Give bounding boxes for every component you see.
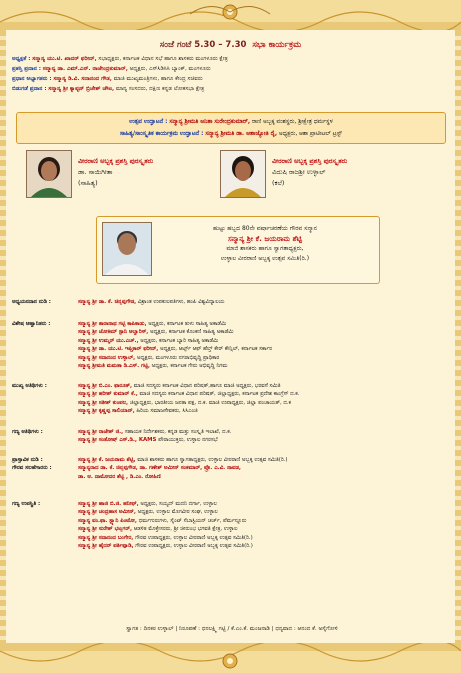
row-name: ಸನ್ಮಾನ್ಯ ಶ್ರೀ ಬಿ.ಎಂ. ಫಾರೂಕ್, (78, 383, 133, 389)
row-detail: ಜಿಲ್ಲಾಧ್ಯಕ್ಷರು, ಭಾರತೀಯ ಜನತಾ ಪಕ್ಷ, ದ.ಕ. ಮಾಜಿ ಉಪಾಧ್ಯಕ್ಷರು, ಜಿಲ್ಲಾ ಪಂಚಾಯತ್, ದ.ಕ (128, 399, 291, 406)
row-name: ಸನ್ಮಾನ್ಯ ಶ್ರೀ ಹರೀಶ್ ಕುಮಾರ್ ಕೆ., (78, 391, 138, 398)
row-detail: ಅಧ್ಯಕ್ಷರು, ಆರ್ಟ್ಸ್ ಆಫ್ ಹೆಲ್ತ್ ಕೇರ್ ಕೌನ್ಸಿಲ್, ಕರ್ನಾಟಕ ಸರ್ಕಾರ (158, 346, 272, 353)
row-name: ಸನ್ಮಾನ್ಯ ಡಿ.ವಿ. ಸದಾನಂದ ಗೌಡ, (53, 76, 112, 82)
row-name: ಸನ್ಮಾನ್ಯ ಡಾ. ಎಮ್.ಎನ್. ರಾಜೇಂದ್ರಕುಮಾರ್, (42, 66, 128, 72)
honoree-photo (102, 222, 152, 276)
row-name: ಸನ್ಮಾನ್ಯ ಶ್ರೀ ಕ್ಯಾಪ್ಟನ್ ಬ್ರಿಜೇಶ್ ಚೌಟ, (48, 86, 115, 92)
row-detail: ಗೌರವ ಉಪಾಧ್ಯಕ್ಷರು, ಉಳ್ಳಾಲ ವೀರರಾಣಿ ಅಬ್ಬಕ್ಕ ಉತ್ಸವ ಸಮಿತಿ(ರಿ.) (133, 543, 253, 550)
awardee-name: ವಿದುಷಿ ರಾಜಶ್ರೀ ಉಳ್ಳಾಲ್ (272, 168, 326, 176)
list-item (12, 328, 452, 336)
row-detail: ಅಧ್ಯಕ್ಷರು, ಸಯ್ಯದ್ ಮದನಿ ದರ್ಗಾ, ಉಳ್ಳಾಲ (138, 501, 217, 507)
row-label: ಪ್ರಧಾನ ಅಭ್ಯಾಗತರು : (12, 76, 52, 82)
row-label: ಅಧ್ಯಕ್ಷತೆ : (12, 56, 31, 62)
row-label (12, 517, 78, 525)
row-detail: ಧರ್ಮಗುರುಗಳು, ಸೈಂಟ್ ಸೆಬಾಸ್ಟಿಯನ್ ಚರ್ಚ್, ಪೆರ್ಮನ್ನೂರು (136, 517, 247, 524)
row-label (12, 328, 78, 336)
row-name: ಸನ್ಮಾನ್ಯ ಶ್ರೀಮತಿ ಮಮತಾ ಡಿ.ಎಸ್. ಗಟ್ಟಿ, (78, 363, 150, 370)
section-prastavika (12, 456, 452, 481)
row-name: ಸನ್ಮಾನ್ಯ ಶ್ರೀ ರಾಜೇಶ್ ಜಿ., (78, 429, 124, 435)
row-name: ಸನ್ಮಾನ್ಯ ಶ್ರೀ ಸುರೇಶ್ ಭಟ್ನಗರ್, (78, 526, 132, 533)
row-name: ಸನ್ಮಾನ್ಯ ಶ್ರೀ ಸತೀಶ್ ಕುಂಪಲ, (78, 399, 129, 406)
row-detail: ಮಾನ್ಯ ಸಂಸದರು, ದಕ್ಷಿಣ ಕನ್ನಡ ಲೋಕಸಭಾ ಕ್ಷೇತ್ರ (114, 86, 205, 92)
honoree-name: ಸನ್ಮಾನ್ಯ ಶ್ರೀ ಕೆ. ಜಯರಾಮ ಶೆಟ್ಟಿ (227, 234, 303, 243)
list-item (12, 354, 452, 362)
row-detail: ಹಿರಿಯ ಸಮಾಜಸೇವಕರು, ಸಿಸಿಎಂಜಿ (134, 408, 198, 415)
list-item (12, 542, 452, 550)
list-item (12, 298, 452, 306)
banner-row (17, 128, 445, 140)
row-detail: ಅಧ್ಯಕ್ಷರು, ಕರ್ನಾಟಕ ಕೊಂಕಣಿ ಸಾಹಿತ್ಯ ಅಕಾಡೆಮಿ (148, 329, 234, 336)
title-time: ಸಂಜೆ ಗಂಟೆ 5.30 – 7.30 (159, 40, 247, 50)
section-gannya (12, 428, 452, 445)
list-item (12, 54, 452, 64)
section-mukhya (12, 382, 452, 416)
list-item (12, 517, 452, 525)
row-name: ಸನ್ಮಾನ್ಯ ವಂ.ಫಾ. ಸ್ಟ್ಯಾನಿ ಪಿಂಟೋ, (78, 517, 137, 524)
row-detail: ಅಧ್ಯಕ್ಷರು, ಕರ್ನಾಟಕ ತುಳು ಸಾಹಿತ್ಯ ಅಕಾಡೆಮಿ (146, 321, 227, 327)
row-name: ಸನ್ಮಾನ್ಯ ಶ್ರೀ ಜೋಕಿಮ್ ಸ್ಟಾನಿ ಆಲ್ವಾರಿಸ್, (78, 329, 149, 336)
row-label: ಮುಖ್ಯ ಅತಿಥಿಗಳು : (12, 383, 47, 389)
list-item (12, 399, 452, 407)
honor-text (160, 224, 370, 264)
banner-detail: ಅಧ್ಯಕ್ಷರು, ಆಶಾ ಪ್ರಾಟೀಟಲ್ ಟ್ರಸ್ಟ್ (277, 131, 343, 137)
list-item (12, 74, 452, 84)
row-detail: ಮಾಜಿ ಶಾಸಕರು ಹಾಗೂ ಸ್ವಾಗತಾಧ್ಯಕ್ಷರು, ಉಳ್ಳಾಲ ವೀರರಾಣಿ ಅಬ್ಬಕ್ಕ ಉತ್ಸವ ಸಮಿತಿ(ರಿ.) (135, 457, 288, 463)
list-item (12, 390, 452, 398)
banner-name: ಸನ್ಮಾನ್ಯ ಶ್ರೀಮತಿ ಅನಿತಾ ಸುರೇಂದ್ರಕುಮಾರ್, (169, 119, 251, 125)
right-border (455, 30, 461, 643)
list-item (12, 362, 452, 370)
row-detail: ಅಧ್ಯಕ್ಷರು, ಮಂಗಳೂರು ನಗರಾಭಿವೃದ್ಧಿ ಪ್ರಾಧಿಕಾರ (135, 354, 220, 361)
row-name: ಸನ್ಮಾನ್ಯ ಶ್ರೀ ಸಂತೋಷ್ ಎಸ್.ಡಿ., KAMS (78, 437, 157, 444)
row-name: ಸನ್ಮಾನ್ಯ ಶ್ರೀ ಉಮ್ಮರ್ ಯು.ಎಚ್., (78, 337, 139, 344)
awardee-name: ಡಾ. ಸಾಯಿಗೀತಾ (78, 168, 113, 176)
row-label: ಗೌರವ ಸಲಹೆಗಾರರು : (12, 465, 52, 472)
honoree-role: ಮಾಜಿ ಶಾಸಕರು ಹಾಗೂ ಸ್ವಾಗತಾಧ್ಯಕ್ಷರು, (226, 245, 304, 252)
row-label (12, 354, 78, 362)
row-detail: ಮಾಜಿ ಸದಸ್ಯರು ಕರ್ನಾಟಕ ವಿಧಾನ ಪರಿಷತ್,ಹಾಗೂ ಮಾಜಿ ಅಧ್ಯಕ್ಷರು, ಭರವಸೆ ಸಮಿತಿ (132, 383, 281, 389)
section-gannya-upasthiti (12, 500, 452, 550)
awardee-photo-2 (220, 150, 266, 198)
row-detail: ಮಾಜಿ ಮುಖ್ಯಮಂತ್ರಿಗಳು, ಹಾಗೂ ಕೇಂದ್ರ ಸಚಿವರು (111, 76, 203, 82)
row-detail: ಅಧ್ಯಕ್ಷರು, ಉಳ್ಳಾಲ ಮೊಗವೀರ ಸಂಘ, ಉಳ್ಳಾಲ (135, 509, 218, 516)
row-label (12, 390, 78, 398)
row-label (12, 542, 78, 550)
award-info-2 (272, 156, 347, 189)
award-category: (ಸಾಹಿತ್ಯ) (78, 179, 98, 187)
list-item (12, 473, 452, 481)
row-detail: ವಿಶ್ರಾಂತ ಉಪಕುಲಪತಿಗಳು, ಹಂಪಿ ವಿಶ್ವವಿದ್ಯಾಲಯ (136, 299, 225, 305)
banner-label: ಸಾಹಿತ್ಯ/ಸಾಂಸ್ಕೃತಿಕ ಕಾರ್ಯಕ್ರಮ ಉದ್ಘಾಟನೆ : (119, 131, 204, 137)
list-item (12, 337, 452, 345)
row-detail: ಆಡಳಿತ ಮೊಕ್ತೇಸರರು, ಶ್ರೀ ಚೀರುಂಭ ಭಗವತಿ ಕ್ಷೇತ್ರ, ಉಳ್ಳಾಲ (132, 526, 238, 533)
list-item (12, 464, 452, 472)
row-name: ಸನ್ಮಾನ್ಯ ಶ್ರೀ ಹೈದರ್ ಪರ್ತಿಪ್ಪಾಡಿ, (78, 543, 134, 550)
award-category: (ಕಲೆ) (272, 179, 285, 187)
list-item (12, 84, 452, 94)
row-label: ಗಣ್ಯ ಅತಿಥಿಗಳು : (12, 429, 43, 435)
banner-row (17, 116, 445, 128)
row-name: ಸನ್ಮಾನ್ಯ ಶ್ರೀ ಡಾ. ಯು.ಟಿ. ಇಫ್ತಿಕಾರ್ ಫರೀದ್, (78, 346, 159, 353)
row-label: ಪ್ರಶಸ್ತಿ ಪ್ರದಾನ : (12, 66, 42, 72)
row-label (12, 525, 78, 533)
row-name: ಸನ್ಮಾನ್ಯ ಶ್ರೀ ತಾರಾನಾಥ ಗಟ್ಟಿ ಕಾಪಿಕಾಡು, (78, 321, 147, 327)
honoree-committee: ಉಳ್ಳಾಲ ವೀರರಾಣಿ ಅಬ್ಬಕ್ಕ ಉತ್ಸವ ಸಮಿತಿ(ರಿ.) (220, 255, 310, 262)
list-item (12, 407, 452, 415)
row-label (12, 534, 78, 542)
list-item (12, 320, 452, 328)
row-detail: ಮಾಜಿ ಸದಸ್ಯರು ಕರ್ನಾಟಕ ವಿಧಾನ ಪರಿಷತ್, ಜಿಲ್ಲಾಧ್ಯಕ್ಷರು, ಕರ್ನಾಟಕ ಪ್ರದೇಶ ಕಾಂಗ್ರೆಸ್ ದ.ಕ. (137, 391, 300, 398)
row-detail: ಪೌರಾಯುಕ್ತರು, ಉಳ್ಳಾಲ ನಗರಸಭೆ (156, 437, 218, 444)
top-ornament (0, 0, 461, 30)
row-label: ಪ್ರಾಸ್ತಾವಿಕ ನುಡಿ : (12, 457, 43, 463)
section-adhyayana (12, 298, 452, 306)
row-name: ಸನ್ಮಾನ್ಯರಾದ ಡಾ. ಕೆ. ಚಿನ್ನಪ್ಪಗೌಡ, ಡಾ. ಗಣೇಶ್ ಅಮೀನ್ ಸಂಕಮಾರ್, ಪ್ರೊ. ಎ.ವಿ. ನಾವಡ, (78, 465, 241, 472)
award-title: ವೀರರಾಣಿ ಅಬ್ಬಕ್ಕ ಪ್ರಶಸ್ತಿ ಪುರಸ್ಕೃತರು (78, 157, 154, 165)
row-label (12, 473, 78, 481)
list-item (12, 428, 452, 436)
row-detail: ಅಧ್ಯಕ್ಷರು, ಕರ್ನಾಟಕ ಬ್ಯಾರಿ ಸಾಹಿತ್ಯ ಅಕಾಡೆಮಿ (138, 337, 219, 344)
list-item (12, 345, 452, 353)
list-item (12, 456, 452, 464)
row-label: ಬಿಡುಗಡೆ ಪ್ರದಾನ : (12, 86, 47, 92)
row-detail: ಗೌರವ ಉಪಾಧ್ಯಕ್ಷರು, ಉಳ್ಳಾಲ ವೀರರಾಣಿ ಅಬ್ಬಕ್ಕ ಉತ್ಸವ ಸಮಿತಿ(ರಿ.) (133, 534, 253, 541)
row-name: ಸನ್ಮಾನ್ಯ ಶ್ರೀ ಸದಾನಂದ ಉಳ್ಳಾಲ್, (78, 354, 136, 361)
row-label: ಅಧ್ಯಯನದಾನ ನುಡಿ : (12, 299, 51, 305)
section-vishesha (12, 320, 452, 370)
row-label (12, 345, 78, 353)
row-detail: ಅಧ್ಯಕ್ಷರು, ಕರ್ನಾಟಕ ಗೇರು ಅಭಿವೃದ್ಧಿ ನಿಗಮ (149, 363, 228, 370)
row-name: ಸನ್ಮಾನ್ಯ ಶ್ರೀ ಚಂದ್ರಹಾಸ ಅಮೀನ್, (78, 509, 136, 516)
list-item (12, 436, 452, 444)
inauguration-banner (16, 112, 446, 144)
row-name: ಸನ್ಮಾನ್ಯ ಶ್ರೀ ಕೆ. ಜಯರಾಮ ಶೆಟ್ಟಿ, (78, 457, 136, 463)
award-info-1 (78, 156, 153, 189)
list-item (12, 382, 452, 390)
row-label: ವಿಶೇಷ ಆಹ್ವಾನಿತರು : (12, 321, 51, 327)
footer-credits: ಸ್ವಾಗತ : ದಿನಕರ ಉಳ್ಳಾಲ್ | ನಿರೂಪಣೆ : ಧನಲಕ್ಷ್ಮಿ ಗಟ್ಟಿ / ಕೆ.ಎಂ.ಕೆ. ಮಂಜನಾಡಿ | ಧನ್ಯವಾದ : ಆನಂದ ಕೆ. ಅಸೈಗೋಳಿ (126, 626, 338, 632)
row-name: ಸನ್ಮಾನ್ಯ ಶ್ರೀ ಸದಾನಂದ ಬಂಗೇರ, (78, 534, 134, 541)
banner-detail: ರಾಣಿ ಅಬ್ಬಕ್ಕ ವಂಶಸ್ಥರು, ಶ್ರೀಕ್ಷೇತ್ರ ಧರ್ಮಸ್ಥಳ (250, 119, 333, 125)
row-label (12, 436, 78, 444)
row-label (12, 399, 78, 407)
row-detail: ಅಧ್ಯಕ್ಷರು, ಎಸ್‌ಸಿಡಿಸಿಸಿ ಬ್ಯಾಂಕ್, ಮಂಗಳೂರು (127, 66, 211, 72)
bottom-ornament (0, 643, 461, 673)
award-title: ವೀರರಾಣಿ ಅಬ್ಬಕ್ಕ ಪ್ರಶಸ್ತಿ ಪುರಸ್ಕೃತರು (272, 157, 348, 165)
list-item (12, 508, 452, 516)
list-item (12, 534, 452, 542)
banner-name: ಸನ್ಮಾನ್ಯ ಶ್ರೀಮತಿ ಡಾ. ಆಶಾಜ್ಯೋತಿ ರೈ, (205, 131, 278, 137)
row-label (12, 508, 78, 516)
title-main: ಸಭಾ ಕಾರ್ಯಕ್ರಮ (252, 40, 302, 50)
dignitaries-list (12, 54, 452, 94)
row-name: ಸನ್ಮಾನ್ಯ ಯು.ಟಿ. ಖಾದರ್ ಫರೀದ್, (32, 56, 97, 62)
banner-label: ಉತ್ಸವ ಉದ್ಘಾಟನೆ : (129, 119, 168, 125)
row-label: ಗಣ್ಯ ಉಪಸ್ಥಿತಿ : (12, 501, 41, 507)
page-title (0, 40, 461, 50)
list-item (12, 525, 452, 533)
row-name: ಸನ್ಮಾನ್ಯ ಶ್ರೀ ಕೃಷ್ಣಪ್ಪ ಸಾಲಿಯಾನ್, (78, 408, 135, 415)
honor-occasion: ಹುಟ್ಟು ಹಬ್ಬದ 80ನೇ ವರ್ಷಾಚರಣೆಯ ಗೌರವ ಸನ್ಮಾನ (213, 225, 317, 232)
awardee-photo-1 (26, 150, 72, 198)
row-label (12, 362, 78, 370)
row-name: ಡಾ. ಆ. ದಾಮೋದರ ಶೆಟ್ಟಿ , ಡಿ.ಎಂ. ರೋಹಿಣಿ (78, 473, 161, 480)
row-name: ಸನ್ಮಾನ್ಯ ಶ್ರೀ ಹಾಜಿ ಬಿ.ಜಿ. ಹನೀಫ್, (78, 501, 139, 507)
left-border (0, 30, 6, 643)
row-name: ಸನ್ಮಾನ್ಯ ಶ್ರೀ ಡಾ. ಕೆ. ಚಿನ್ನಪ್ಪಗೌಡ, (78, 299, 137, 305)
row-detail: ಸಹಾಯಕ ನಿರ್ದೇಶಕರು, ಕನ್ನಡ ಮತ್ತು ಸಂಸ್ಕೃತಿ ಇಲಾಖೆ, ದ.ಕ. (123, 429, 232, 435)
row-detail: ಸಭಾಧ್ಯಕ್ಷರು, ಕರ್ನಾಟಕ ವಿಧಾನ ಸಭೆ ಹಾಗೂ ಶಾಸಕರು ಮಂಗಳೂರು ಕ್ಷೇತ್ರ (96, 56, 228, 62)
row-label (12, 407, 78, 415)
list-item (12, 64, 452, 74)
list-item (12, 500, 452, 508)
row-label (12, 337, 78, 345)
